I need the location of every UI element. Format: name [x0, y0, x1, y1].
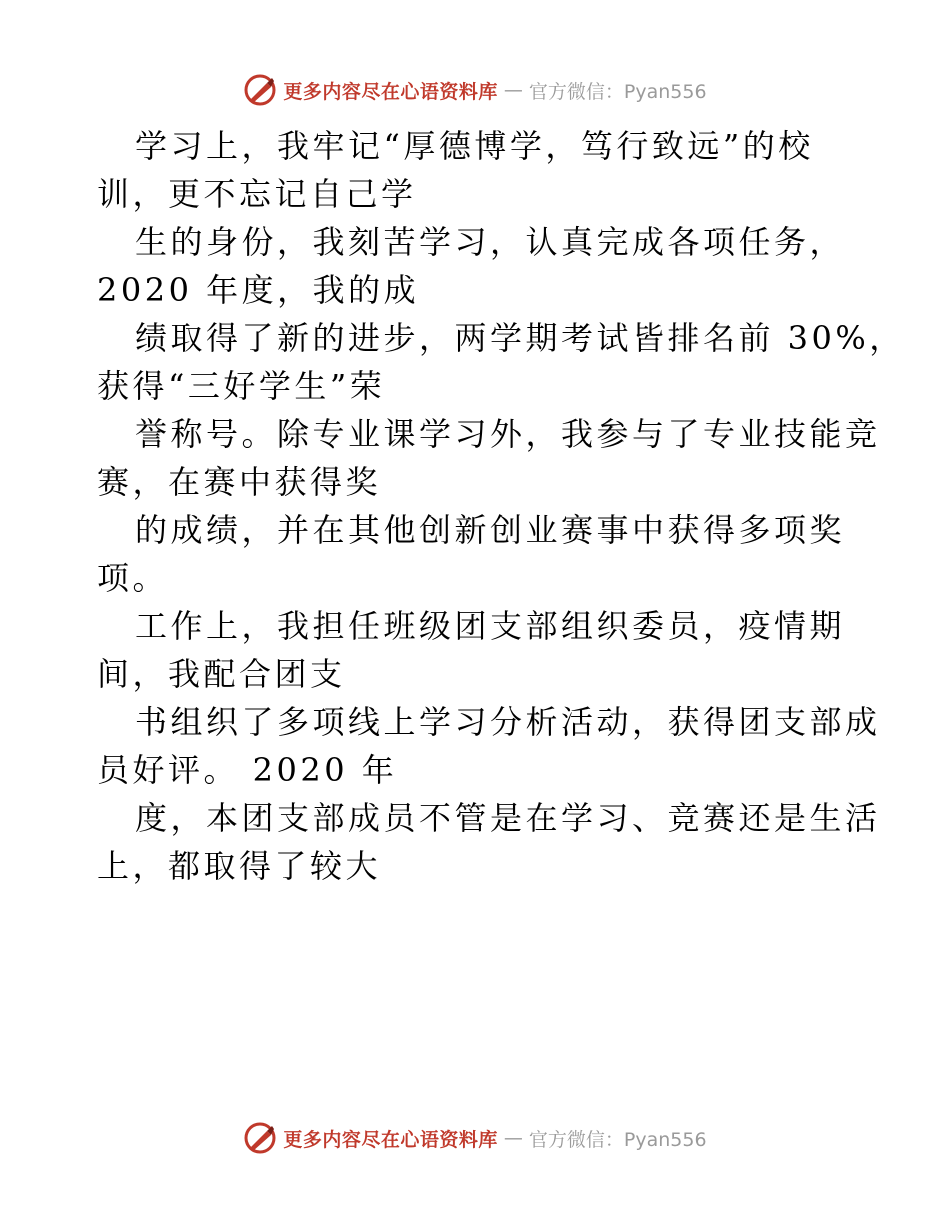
text-line: 赛，在赛中获得奖 — [97, 463, 382, 501]
text-line: 上，都取得了较大 — [97, 847, 382, 885]
text-line: 2020 年度，我的成 — [97, 271, 420, 309]
text-line: 誉称号。除专业课学习外，我参与了专业技能竞 — [135, 415, 881, 453]
header-account-text: 官方微信：Pyan556 — [528, 80, 707, 103]
header-separator: — — [503, 79, 523, 101]
text-line: 训，更不忘记自己学 — [97, 175, 417, 213]
text-line: 生的身份，我刻苦学习，认真完成各项任务， — [135, 223, 846, 261]
text-line: 工作上，我担任班级团支部组织委员，疫情期 — [135, 607, 846, 645]
text-line: 学习上，我牢记“厚德博学，笃行致远”的校 — [135, 127, 814, 165]
text-line: 项。 — [97, 559, 169, 597]
header-brand-text: 更多内容尽在心语资料库 — [283, 80, 498, 103]
text-line: 间，我配合团支 — [97, 655, 346, 693]
footer-brand-text: 更多内容尽在心语资料库 — [283, 1128, 498, 1151]
footer-account-text: 官方微信：Pyan556 — [528, 1128, 707, 1151]
brand-logo-icon — [243, 73, 277, 107]
header-banner — [0, 70, 950, 110]
text-line: 度，本团支部成员不管是在学习、竞赛还是生活 — [135, 799, 881, 837]
text-line: 员好评。 2020 年 — [97, 751, 398, 789]
document-body — [97, 122, 905, 890]
text-line: 的成绩，并在其他创新创业赛事中获得多项奖 — [135, 511, 846, 549]
text-line: 绩取得了新的进步，两学期考试皆排名前 30%， — [135, 319, 905, 357]
brand-logo-icon — [243, 1121, 277, 1155]
text-line: 获得“三好学生”荣 — [97, 367, 386, 405]
text-line: 书组织了多项线上学习分析活动，获得团支部成 — [135, 703, 881, 741]
footer-separator: — — [503, 1127, 523, 1149]
footer-banner — [0, 1118, 950, 1158]
